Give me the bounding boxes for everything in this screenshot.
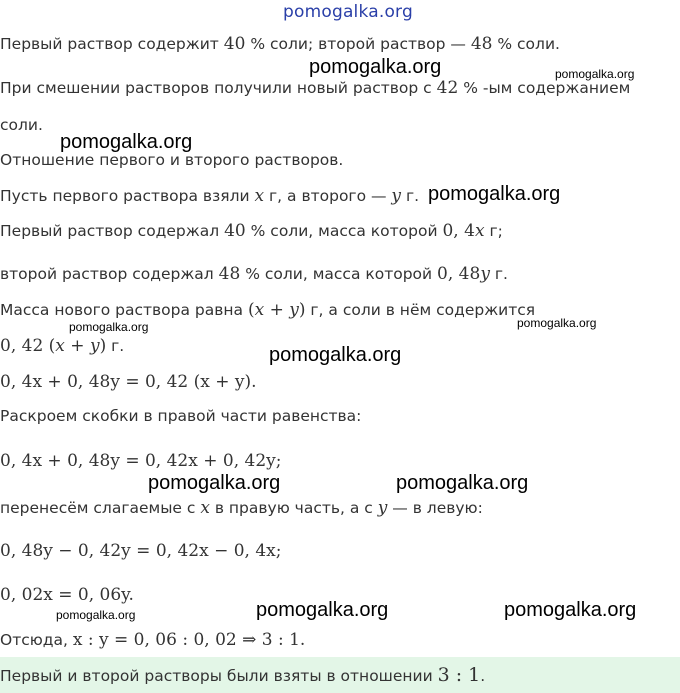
text: Первый и второй растворы были взяты в отношении [0, 667, 438, 685]
math-var: y [289, 300, 299, 320]
text: Пусть первого раствора взяли [0, 187, 255, 205]
watermark: pomogalka.org [256, 599, 389, 621]
header-watermark: pomogalka.org [283, 2, 413, 22]
math-var: x [55, 336, 65, 356]
text: — в левую: [387, 499, 483, 517]
text: г. [106, 337, 125, 355]
line-question [0, 150, 343, 170]
line-transfer [0, 498, 483, 518]
math: 0, 4 [442, 221, 475, 241]
equation-2: 0, 4x + 0, 48y = 0, 42x + 0, 42y; [0, 451, 282, 471]
watermark: pomogalka.org [69, 320, 149, 334]
math: 3 : 1 [437, 664, 481, 686]
math: ( [247, 300, 255, 320]
watermark: pomogalka.org [517, 316, 597, 330]
math: + [64, 336, 90, 356]
math-var: y [377, 498, 388, 518]
math-var: x [200, 498, 210, 518]
watermark: pomogalka.org [396, 472, 529, 494]
answer-text [0, 665, 485, 686]
text: Первый раствор содержит [0, 35, 224, 53]
text: Первый раствор содержал [0, 222, 225, 240]
text: Масса нового раствора равна [0, 301, 248, 319]
math: 48 [218, 264, 241, 284]
text: . [480, 667, 486, 685]
equation-3: 0, 48y − 0, 42y = 0, 42x − 0, 4x; [0, 541, 282, 561]
text: г, а второго — [264, 187, 392, 205]
line-second-salt [0, 264, 508, 284]
text: Раскроем скобки в правой части равенства: [0, 407, 362, 425]
text: г. [401, 187, 420, 205]
equation-1: 0, 4x + 0, 48y = 0, 42 (x + y). [0, 372, 257, 392]
watermark: pomogalka.org [148, 472, 281, 494]
text: г; [484, 222, 503, 240]
math-var: x [474, 221, 485, 241]
text: второй раствор содержал [0, 265, 219, 283]
text: % соли. [492, 35, 560, 53]
line-new-mass [0, 300, 535, 320]
line-condition-2 [0, 78, 630, 98]
line-condition-1 [0, 34, 560, 54]
text: Отношение первого и второго растворов. [0, 151, 344, 169]
text: г, а соли в нём содержится [305, 301, 536, 319]
watermark: pomogalka.org [269, 344, 402, 366]
math-var: x [254, 186, 265, 206]
math-var: y [480, 264, 490, 284]
math: ) [99, 336, 107, 356]
equation-4: 0, 02x = 0, 06y. [0, 585, 134, 605]
text: % -ым содержанием [458, 79, 631, 97]
math-var: y [391, 186, 402, 206]
math: 48 [470, 34, 493, 54]
watermark: pomogalka.org [555, 67, 635, 81]
line-first-salt [0, 221, 503, 241]
line-expand [0, 406, 361, 426]
watermark: pomogalka.org [309, 56, 442, 78]
watermark: pomogalka.org [56, 608, 136, 622]
text: соли. [0, 116, 43, 134]
math: x : y = 0, 06 : 0, 02 ⇒ 3 : 1. [72, 630, 306, 650]
math: 40 [223, 34, 246, 54]
watermark: pomogalka.org [60, 131, 193, 153]
math: ) [298, 300, 306, 320]
math: 42 [436, 78, 459, 98]
watermark: pomogalka.org [428, 183, 561, 205]
math: 0, 48 [437, 264, 481, 284]
text: в правую часть, а с [209, 499, 378, 517]
text: % соли, масса которой [245, 222, 443, 240]
text: Отсюда, [0, 631, 73, 649]
math: 0, 42 ( [0, 336, 56, 356]
line-conclusion [0, 630, 305, 650]
line-new-salt [0, 336, 124, 356]
line-condition-3 [0, 115, 43, 135]
math-var: y [89, 336, 100, 356]
math-var: x [254, 300, 265, 320]
answer-box [0, 657, 680, 693]
line-let [0, 186, 419, 206]
watermark: pomogalka.org [504, 599, 637, 621]
text: % соли, масса которой [240, 265, 438, 283]
text: перенесём слагаемые с [0, 499, 201, 517]
text: При смешении растворов получили новый раствор с [0, 79, 437, 97]
math: + [264, 300, 290, 320]
math: 40 [224, 221, 246, 241]
text: % соли; второй раствор — [245, 35, 471, 53]
text: г. [489, 265, 508, 283]
